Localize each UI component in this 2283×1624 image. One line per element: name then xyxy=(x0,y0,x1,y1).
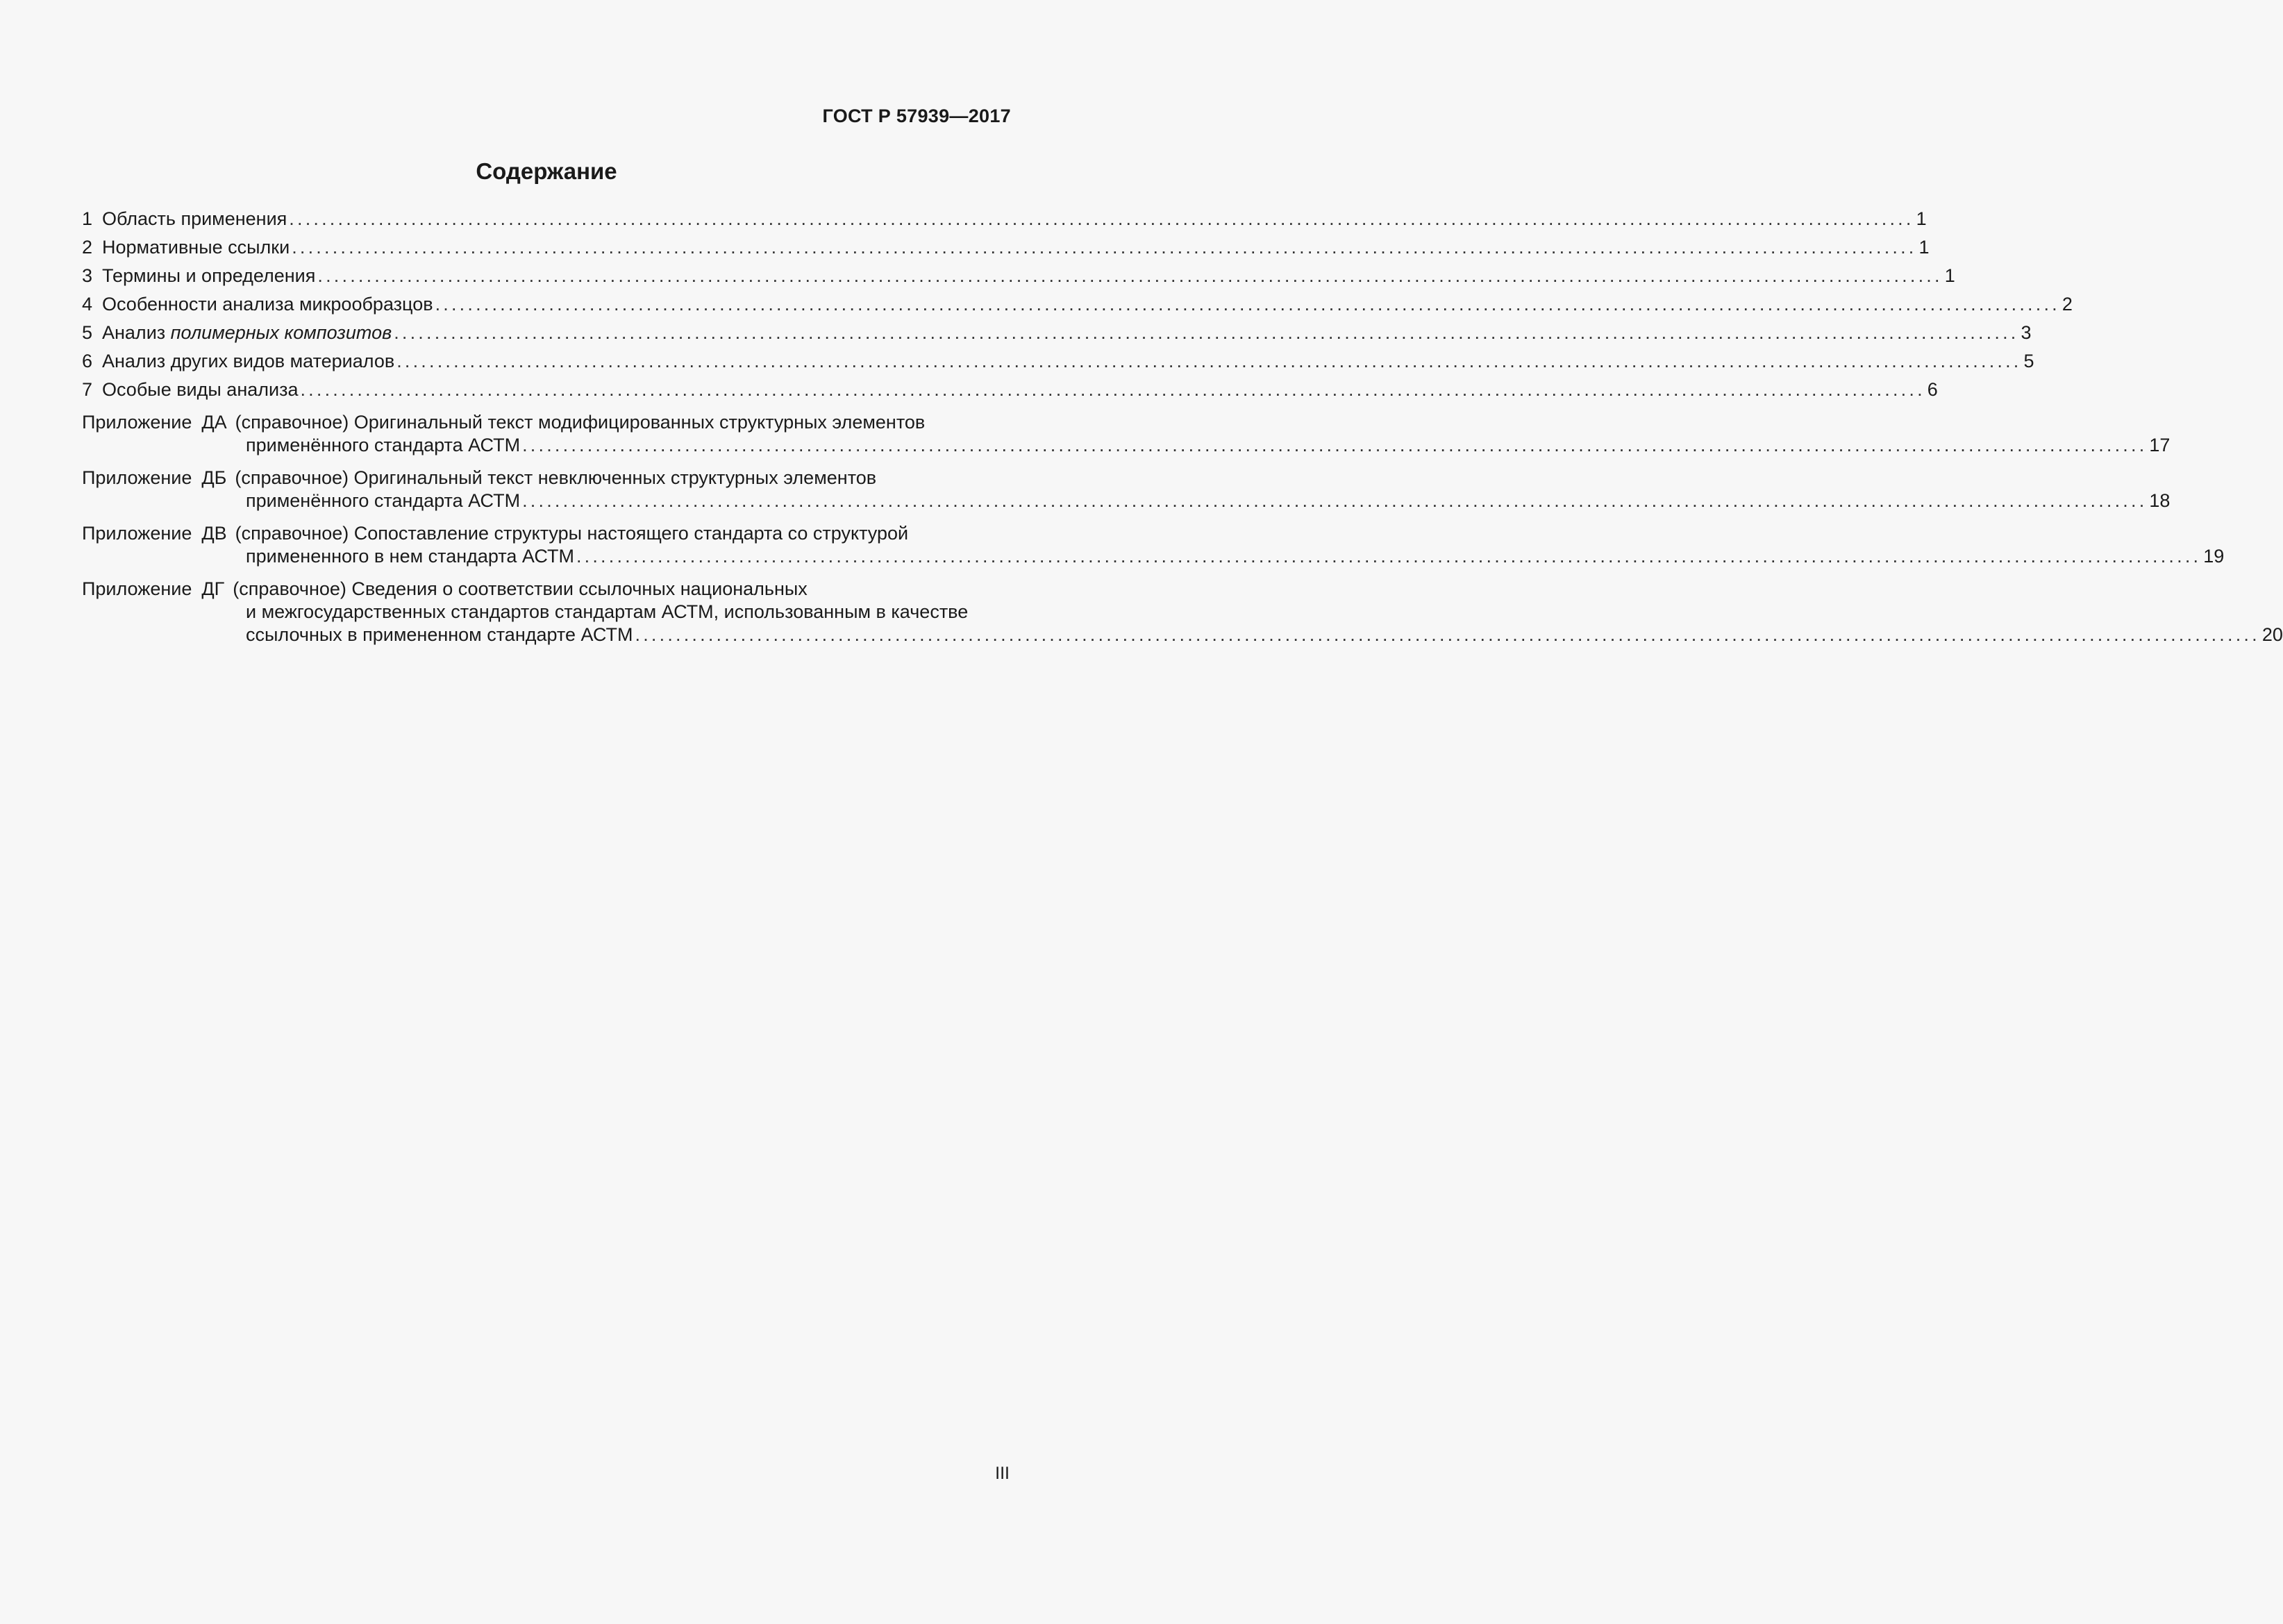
appendix-title-line: применённого стандарта АСТМ xyxy=(246,490,521,511)
appendix-code: ДГ xyxy=(201,578,225,599)
toc-entry-5[interactable] xyxy=(82,322,2032,351)
appendix-title-line: примененного в нем стандарта АСТМ xyxy=(246,546,574,567)
toc-entry-page: 19 xyxy=(2203,546,2225,567)
toc-entry-number: 4 xyxy=(82,294,93,315)
toc-leader-dots: ........................................................................................................................................................................................................ xyxy=(435,294,2060,315)
toc-entry-label: Нормативные ссылки xyxy=(102,237,290,258)
toc-entry-page: 2 xyxy=(2062,294,2073,315)
toc-leader-dots: ........................................................................................................................................................................................................ xyxy=(317,265,1943,286)
toc-entry-7[interactable] xyxy=(82,379,1938,408)
toc-leader-dots: ........................................................................................................................................................................................................ xyxy=(522,490,2148,511)
toc-entry-label: Особые виды анализа xyxy=(102,379,299,400)
toc-leader-dots: ........................................................................................................................................................................................................ xyxy=(576,546,2202,567)
toc-entry-number: 7 xyxy=(82,379,93,400)
toc-appendix-db[interactable] xyxy=(82,467,2171,513)
toc-entry-label: Анализ других видов материалов xyxy=(102,351,395,371)
toc-entry-label-italic: полимерных композитов xyxy=(170,322,392,343)
toc-entry-page: 3 xyxy=(2021,322,2032,343)
appendix-title-line: и межгосударственных стандартов стандартам АСТМ, использованным в качестве xyxy=(246,601,969,622)
document-id-header: ГОСТ Р 57939—2017 xyxy=(822,106,1011,126)
toc-entry-label-plain: Анализ xyxy=(102,322,166,343)
toc-appendix-dv[interactable] xyxy=(82,523,2225,569)
appendix-prefix: Приложение xyxy=(82,467,192,488)
toc-entry-number: 6 xyxy=(82,351,93,371)
table-of-contents xyxy=(82,208,2283,647)
toc-entry-number: 5 xyxy=(82,322,93,343)
appendix-prefix: Приложение xyxy=(82,412,192,433)
toc-entry-number: 3 xyxy=(82,265,93,286)
toc-entry-number: 2 xyxy=(82,237,93,258)
toc-leader-dots: ........................................................................................................................................................................................................ xyxy=(300,379,1925,400)
appendix-title-line: (справочное) Сведения о соответствии ссылочных национальных xyxy=(233,578,808,599)
toc-entry-label: Особенности анализа микрообразцов xyxy=(102,294,433,315)
toc-leader-dots: ........................................................................................................................................................................................................ xyxy=(635,624,2260,645)
page-title: Содержание xyxy=(476,158,617,184)
appendix-title-line: ссылочных в примененном стандарте АСТМ xyxy=(246,624,633,645)
appendix-code: ДА xyxy=(201,412,227,433)
appendix-title-line: (справочное) Оригинальный текст невключенных структурных элементов xyxy=(235,467,877,488)
toc-leader-dots: ........................................................................................................................................................................................................ xyxy=(396,351,2022,371)
toc-leader-dots: ........................................................................................................................................................................................................ xyxy=(289,208,1914,229)
toc-entry-page: 5 xyxy=(2023,351,2034,371)
toc-entry-2[interactable] xyxy=(82,237,1930,265)
toc-entry-page: 1 xyxy=(1944,265,1955,286)
toc-entry-label: Область применения xyxy=(102,208,287,229)
toc-entry-page: 17 xyxy=(2149,435,2171,455)
toc-entry-page: 1 xyxy=(1918,237,1930,258)
appendix-code: ДВ xyxy=(201,523,227,544)
toc-entry-1[interactable] xyxy=(82,208,1927,237)
appendix-title-line: применённого стандарта АСТМ xyxy=(246,435,521,455)
toc-entry-page: 6 xyxy=(1927,379,1938,400)
toc-entry-page: 20 xyxy=(2261,624,2283,645)
toc-leader-dots: ........................................................................................................................................................................................................ xyxy=(394,322,2019,343)
toc-entry-3[interactable] xyxy=(82,265,1955,294)
toc-appendix-dg[interactable] xyxy=(82,578,2283,647)
appendix-title-line: (справочное) Сопоставление структуры настоящего стандарта со структурой xyxy=(235,523,909,544)
appendix-prefix: Приложение xyxy=(82,523,192,544)
toc-entry-page: 18 xyxy=(2149,490,2171,511)
toc-entry-page: 1 xyxy=(1916,208,1927,229)
appendix-title-line: (справочное) Оригинальный текст модифицированных структурных элементов xyxy=(235,412,926,433)
toc-entry-label: Термины и определения xyxy=(102,265,316,286)
toc-entry-6[interactable] xyxy=(82,351,2034,379)
toc-entry-number: 1 xyxy=(82,208,93,229)
toc-leader-dots: ........................................................................................................................................................................................................ xyxy=(522,435,2148,455)
toc-entry-4[interactable] xyxy=(82,294,2073,322)
toc-appendix-da[interactable] xyxy=(82,412,2171,458)
appendix-code: ДБ xyxy=(201,467,227,488)
page-number: III xyxy=(995,1464,1010,1483)
toc-leader-dots: ........................................................................................................................................................................................................ xyxy=(292,237,1917,258)
toc-entry-label xyxy=(102,322,392,344)
appendix-prefix: Приложение xyxy=(82,578,192,599)
